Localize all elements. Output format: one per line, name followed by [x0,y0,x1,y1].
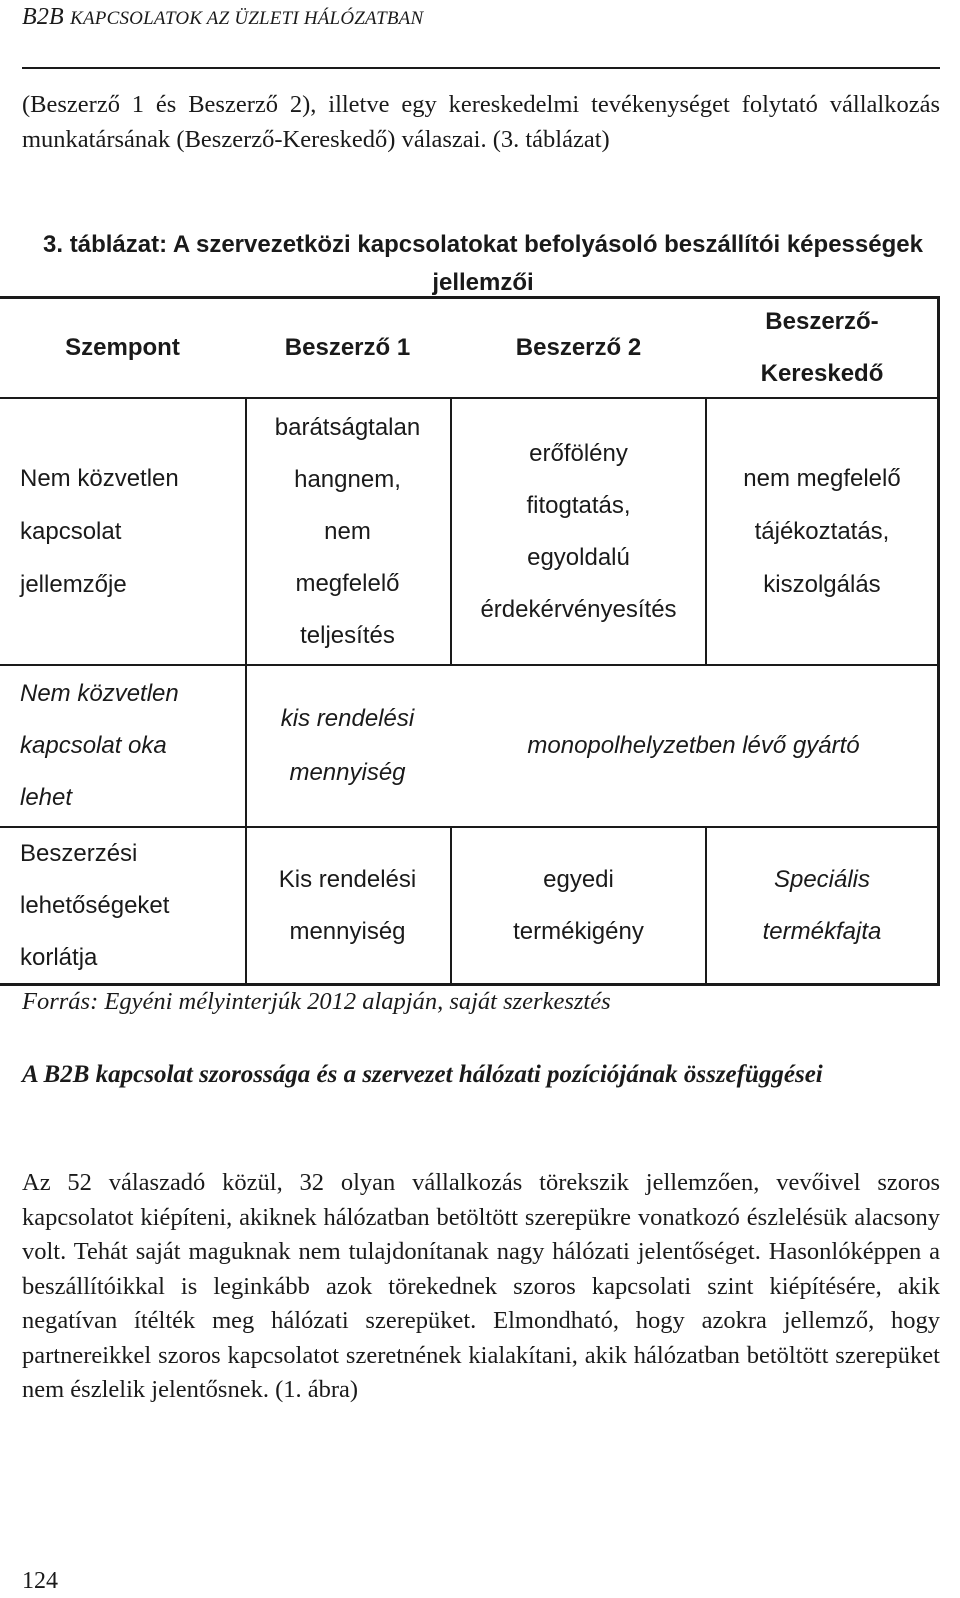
page-number: 124 [22,1568,58,1594]
row1-buyer-1: barátságtalan hangnem, nem megfelelő teljesítés [274,413,421,649]
row3-buyer-trader: Speciális termékfajta [762,866,882,945]
table-title: 3. táblázat: A szervezetközi kapcsolatokat befolyásoló beszállítói képességek jellemzői [43,231,923,296]
body-paragraph: Az 52 válaszadó közül, 32 olyan vállalkozás törekszik jellemzően, vevőivel szoros kapcsolatot kiépíteni, akiknek hálózatban betöltött szerepükre vonatkozó észlelésük alacsony volt. Tehát saját maguknak nem tulajdonítanak nagy hálózati jelentőséget. Hasonlóképpen a beszállítóikkal is leginkább azok törekednek szoros kapcsolati szint kiépítésére, akik negatívan ítélték meg hálózati szerepüket. Elmondható, hogy azokra jellemző, hogy partnereikkel szoros kapcsolatot szeretnének kialakítani, akik hálózatban betöltött szerepüket nem észlelik jelentősnek. (1. ábra) [22,1169,940,1403]
row3-buyer-1: Kis rendelési mennyiség [278,866,417,945]
header-cell-buyer-2: Beszerző 2 [515,334,642,361]
table-rule-header [0,397,937,399]
row2-buyer-1: kis rendelési mennyiség [280,705,415,786]
row3-buyer-2: egyedi termékigény [513,866,644,945]
table-vrule-3a [705,399,707,664]
table-vrule-2a [450,399,452,664]
header-rule [22,67,940,69]
table-rule-row2 [0,826,937,828]
table-vrule-2b [450,828,452,984]
header-cell-buyer-trader: Beszerző- Kereskedő [760,308,884,387]
row1-buyer-trader: nem megfelelő tájékoztatás, kiszolgálás [743,465,901,598]
row2-merged-cell: monopolhelyzetben lévő gyártó [527,732,860,759]
table-source: Forrás: Egyéni mélyinterjúk 2012 alapján, saját szerkesztés [22,988,611,1015]
comparison-table [0,296,940,986]
row1-label: Nem közvetlen kapcsolat jellemzője [20,465,179,598]
table-vrule-3b [705,828,707,984]
running-head-b2b: B2B [22,4,64,30]
table-vrule-1 [245,399,247,984]
section-heading: A B2B kapcsolat szorossága és a szervezet hálózati pozíciójának összefüggései [22,1061,823,1088]
header-cell-criterion: Szempont [65,334,180,361]
intro-paragraph: (Beszerző 1 és Beszerző 2), illetve egy kereskedelmi tevékenységet folytató vállalkozás munkatársának (Beszerző-Kereskedő) válaszai. (3. táblázat) [22,91,940,153]
running-head [22,4,423,31]
table-rule-row1 [0,664,937,666]
header-cell-buyer-1: Beszerző 1 [284,334,411,361]
running-head-title: KAPCSOLATOK AZ ÜZLETI HÁLÓZATBAN [70,8,424,29]
row1-buyer-2: erőfölény fitogtatás, egyoldalú érdekérvényesítés [480,439,677,623]
row3-label: Beszerzési lehetőségeket korlátja [20,840,170,971]
row2-label: Nem közvetlen kapcsolat oka lehet [20,680,179,811]
